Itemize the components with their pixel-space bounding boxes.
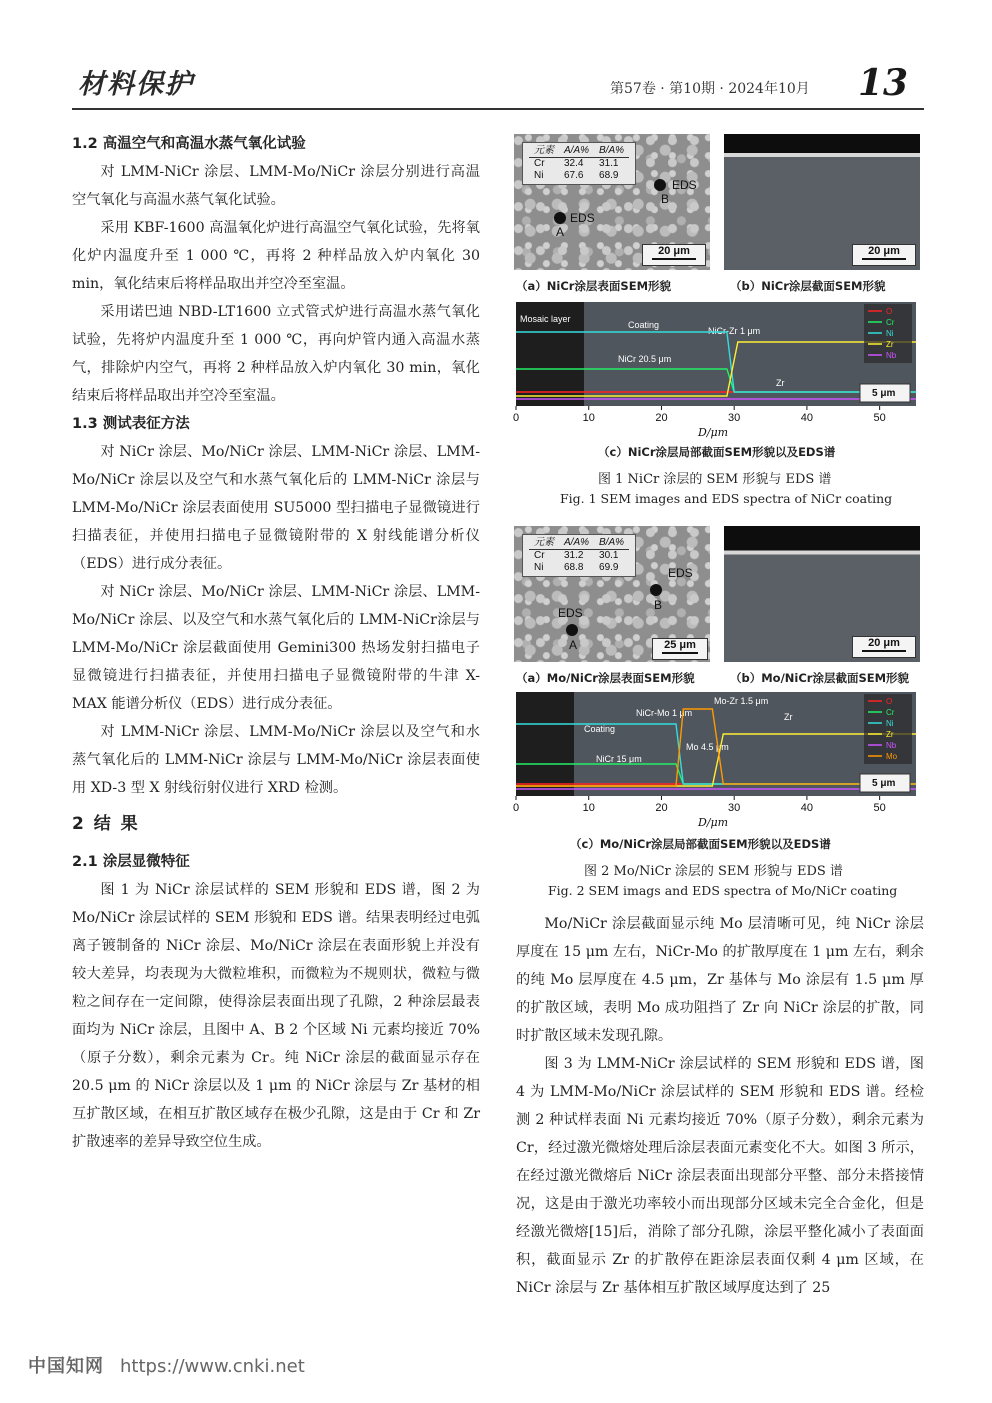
nicr-thickness-label: NiCr 20.5 μm bbox=[618, 354, 672, 364]
section-heading: 2 结 果 bbox=[72, 814, 140, 834]
x-tick-label: 30 bbox=[728, 802, 741, 814]
scale-bar-label: 5 μm bbox=[872, 778, 896, 789]
scale-bar: 20 μm bbox=[852, 244, 916, 266]
mo-label: Mo 4.5 μm bbox=[686, 742, 729, 752]
scale-bar: 20 μm bbox=[642, 244, 706, 266]
point-b-label: B bbox=[661, 192, 670, 206]
nicr-thickness-label: NiCr 15 μm bbox=[596, 754, 642, 764]
legend-label-ni: Ni bbox=[886, 329, 894, 338]
figure-caption-cn: 图 2 Mo/NiCr 涂层的 SEM 形貌与 EDS 谱 bbox=[584, 864, 843, 879]
scale-bar: 20 μm bbox=[852, 636, 916, 658]
point-b-label: B bbox=[654, 598, 663, 612]
x-tick-label: 10 bbox=[582, 412, 595, 424]
nicr-mo-label: NiCr-Mo 1 μm bbox=[636, 708, 693, 718]
eds-table: 元素 A/A% B/A% Cr 32.4 31.1 Ni 67.6 68.9 bbox=[522, 142, 636, 185]
page-number: 13 bbox=[858, 62, 909, 104]
section-heading: 1.2 高温空气和高温水蒸气氧化试验 bbox=[72, 136, 306, 152]
cnki-brand: 中国知网 bbox=[28, 1356, 104, 1377]
paragraph: 对 LMM-NiCr 涂层、LMM-Mo/NiCr 涂层以及空气和水蒸气氧化后的 LMM-NiCr 涂层与 LMM-Mo/NiCr 涂层表面使用 XD-3 型 X 射线衍射仪进行 XRD 检测。 bbox=[72, 724, 480, 796]
paragraph: 采用 KBF-1600 高温氧化炉进行高温空气氧化试验，先将氧化炉内温度升至 1 000 ℃，再将 2 种样品放入炉内氧化 30 min，氧化结束后将样品取出并空冷至室温。 bbox=[72, 220, 480, 292]
legend-label-zr: Zr bbox=[886, 730, 894, 739]
eds-table: 元素 A/A% B/A% Cr 31.2 30.1 Ni 68.8 69.9 bbox=[522, 534, 636, 577]
legend-label-zr: Zr bbox=[886, 340, 894, 349]
fig1-eds-linescan bbox=[508, 300, 918, 440]
scale-bar: 25 μm bbox=[652, 638, 708, 660]
mosaic-label: Mosaic layer bbox=[520, 314, 571, 324]
coating-label: Coating bbox=[584, 724, 616, 734]
issue-info: 第57卷 · 第10期 · 2024年10月 bbox=[610, 81, 810, 97]
mosaic-region bbox=[516, 692, 574, 796]
paragraph: 对 NiCr 涂层、Mo/NiCr 涂层、LMM-NiCr 涂层、LMM-Mo/NiCr 涂层、以及空气和水蒸气氧化后的 LMM-NiCr涂层与 LMM-Mo/NiCr 涂层截面使用 Gemini300 热场发射扫描电子显微镜进行扫描表征，并使用扫描电子显微镜附带的牛津 X-MAX 能谱分析仪（EDS）进行成分表征。 bbox=[72, 584, 480, 712]
zr-label: Zr bbox=[784, 712, 793, 722]
x-tick-label: 20 bbox=[655, 802, 668, 814]
eds-label: EDS bbox=[672, 178, 697, 192]
x-tick-label: 40 bbox=[800, 412, 814, 424]
paragraph: 对 NiCr 涂层、Mo/NiCr 涂层、LMM-NiCr 涂层、LMM-Mo/NiCr 涂层以及空气和水蒸气氧化后的 LMM-NiCr 涂层与 LMM-Mo/NiCr 涂层表面使用 SU5000 型扫描电子显微镜进行扫描表征，并使用扫描电子显微镜附带的 X 射线能谱分析仪（EDS）进行成分表征。 bbox=[72, 444, 480, 572]
point-a-label: A bbox=[569, 638, 578, 652]
cnki-url[interactable]: https://www.cnki.net bbox=[120, 1356, 305, 1377]
interdiffusion-label: NiCr-Zr 1 μm bbox=[708, 326, 761, 336]
x-tick-label: 50 bbox=[873, 412, 886, 424]
figure-caption-en: Fig. 1 SEM images and EDS spectra of NiCr coating bbox=[560, 491, 893, 506]
paragraph: 采用诺巴迪 NBD-LT1600 立式管式炉进行高温水蒸气氧化试验，先将炉内温度升至 1 000 ℃，再向炉管内通入高温水蒸气，排除炉内空气，再将 2 种样品放入炉内氧化 30 min，氧化结束后将样品取出并空冷至室温。 bbox=[72, 304, 480, 404]
x-tick-label: 0 bbox=[512, 412, 520, 424]
figure-caption-cn: 图 1 NiCr 涂层的 SEM 形貌与 EDS 谱 bbox=[598, 472, 832, 487]
point-a-label: A bbox=[556, 225, 565, 239]
x-tick-label: 10 bbox=[582, 802, 595, 814]
x-axis-label: D/μm bbox=[697, 426, 729, 439]
legend-label-o: O bbox=[886, 697, 893, 706]
fig1-surface-sem bbox=[514, 134, 710, 270]
point-b-marker bbox=[650, 584, 662, 596]
x-axis-label: D/μm bbox=[697, 816, 729, 829]
subcaption: （a）NiCr涂层表面SEM形貌 bbox=[516, 279, 672, 293]
paragraph: 对 LMM-NiCr 涂层、LMM-Mo/NiCr 涂层分别进行高温空气氧化与高温水蒸气氧化试验。 bbox=[72, 164, 480, 208]
fig1-cross-section-sem bbox=[724, 134, 920, 270]
legend-label-o: O bbox=[886, 307, 893, 316]
subcaption: （c）NiCr涂层局部截面SEM形貌以及EDS谱 bbox=[598, 445, 836, 459]
zr-label: Zr bbox=[776, 378, 785, 388]
subcaption: （b）NiCr涂层截面SEM形貌 bbox=[730, 279, 886, 293]
fig2-eds-linescan bbox=[508, 690, 918, 830]
paragraph: Mo/NiCr 涂层截面显示纯 Mo 层清晰可见，纯 NiCr 涂层厚度在 15 μm 左右，NiCr-Mo 的扩散厚度在 1 μm 左右，剩余的纯 Mo 层厚度在 4.5 μm，Zr 基体与 Mo 涂层有 1.5 μm 厚的扩散区域，表明 Mo 成功阻挡了 Zr 向 NiCr 涂层的扩散，同时扩散区域未发现孔隙。 bbox=[516, 916, 924, 1044]
mo-zr-label: Mo-Zr 1.5 μm bbox=[714, 696, 769, 706]
fig2-cross-section-sem bbox=[724, 526, 920, 662]
x-tick-label: 20 bbox=[655, 412, 668, 424]
section-heading: 2.1 涂层显微特征 bbox=[72, 854, 190, 870]
fig2-surface-sem bbox=[514, 526, 710, 662]
paragraph: 图 1 为 NiCr 涂层试样的 SEM 形貌和 EDS 谱，图 2 为 Mo/NiCr 涂层试样的 SEM 形貌和 EDS 谱。结果表明经过电弧离子镀制备的 NiCr 涂层、Mo/NiCr 涂层在表面形貌上并没有较大差异，均表现为大微粒堆积，而微粒为不规则状，微粒与微粒之间存在一定间隙，使得涂层表面出现了孔隙，2 种涂层最表面均为 NiCr 涂层，且图中 A、B 2 个区域 Ni 元素均接近 70%（原子分数），剩余元素为 Cr。纯 NiCr 涂层的截面显示存在 20.5 μm 的 NiCr 涂层以及 1 μm 的 NiCr 涂层与 Zr 基材的相互扩散区域，在相互扩散区域存在极少孔隙，这是由于 Cr 和 Zr 扩散速率的差异导致空位生成。 bbox=[72, 882, 480, 1150]
subcaption: （a）Mo/NiCr涂层表面SEM形貌 bbox=[516, 671, 695, 685]
legend-label-ni: Ni bbox=[886, 719, 894, 728]
figure-caption-en: Fig. 2 SEM imags and EDS spectra of Mo/NiCr coating bbox=[548, 883, 898, 898]
point-a-marker bbox=[566, 624, 578, 636]
journal-logo: 材料保护 bbox=[78, 69, 194, 100]
footer-watermark bbox=[28, 1352, 305, 1378]
eds-label: EDS bbox=[668, 566, 693, 580]
scale-bar-label: 5 μm bbox=[872, 388, 896, 399]
legend-label-mo: Mo bbox=[886, 752, 898, 761]
legend-label-nb: Nb bbox=[886, 351, 897, 360]
paragraph: 图 3 为 LMM-NiCr 涂层试样的 SEM 形貌和 EDS 谱，图 4 为 LMM-Mo/NiCr 涂层试样的 SEM 形貌和 EDS 谱。经检测 2 种试样表面 Ni 元素均接近 70%（原子分数），剩余元素为 Cr，经过激光微熔处理后涂层表面元素变化不大。如图 3 所示，在经过激光微熔后 NiCr 涂层表面出现部分平整、部分未搭接情况，这是由于激光功率较小而出现部分区域未完全合金化，但是经激光微熔[15]后，消除了部分孔隙，涂层平整化减小了表面面积，截面显示 Zr 的扩散停在距涂层表面仅剩 4 μm 区域，在 NiCr 涂层与 Zr 基体相互扩散区域厚度达到了 25 bbox=[516, 1056, 924, 1296]
right-column-text bbox=[516, 910, 924, 1302]
eds-label: EDS bbox=[570, 211, 595, 225]
point-b-marker bbox=[654, 179, 666, 191]
legend-label-cr: Cr bbox=[886, 708, 895, 717]
coating-label: Coating bbox=[628, 320, 660, 330]
section-heading: 1.3 测试表征方法 bbox=[72, 416, 190, 432]
x-tick-label: 40 bbox=[800, 802, 814, 814]
legend-label-nb: Nb bbox=[886, 741, 897, 750]
left-column bbox=[72, 130, 480, 1156]
x-tick-label: 0 bbox=[512, 802, 520, 814]
x-tick-label: 30 bbox=[728, 412, 741, 424]
subcaption: （c）Mo/NiCr涂层局部截面SEM形貌以及EDS谱 bbox=[570, 837, 831, 851]
eds-label: EDS bbox=[558, 606, 583, 620]
header-rule bbox=[72, 108, 924, 110]
point-a-marker bbox=[554, 212, 566, 224]
x-tick-label: 50 bbox=[873, 802, 886, 814]
legend-label-cr: Cr bbox=[886, 318, 895, 327]
subcaption: （b）Mo/NiCr涂层截面SEM形貌 bbox=[730, 671, 910, 685]
